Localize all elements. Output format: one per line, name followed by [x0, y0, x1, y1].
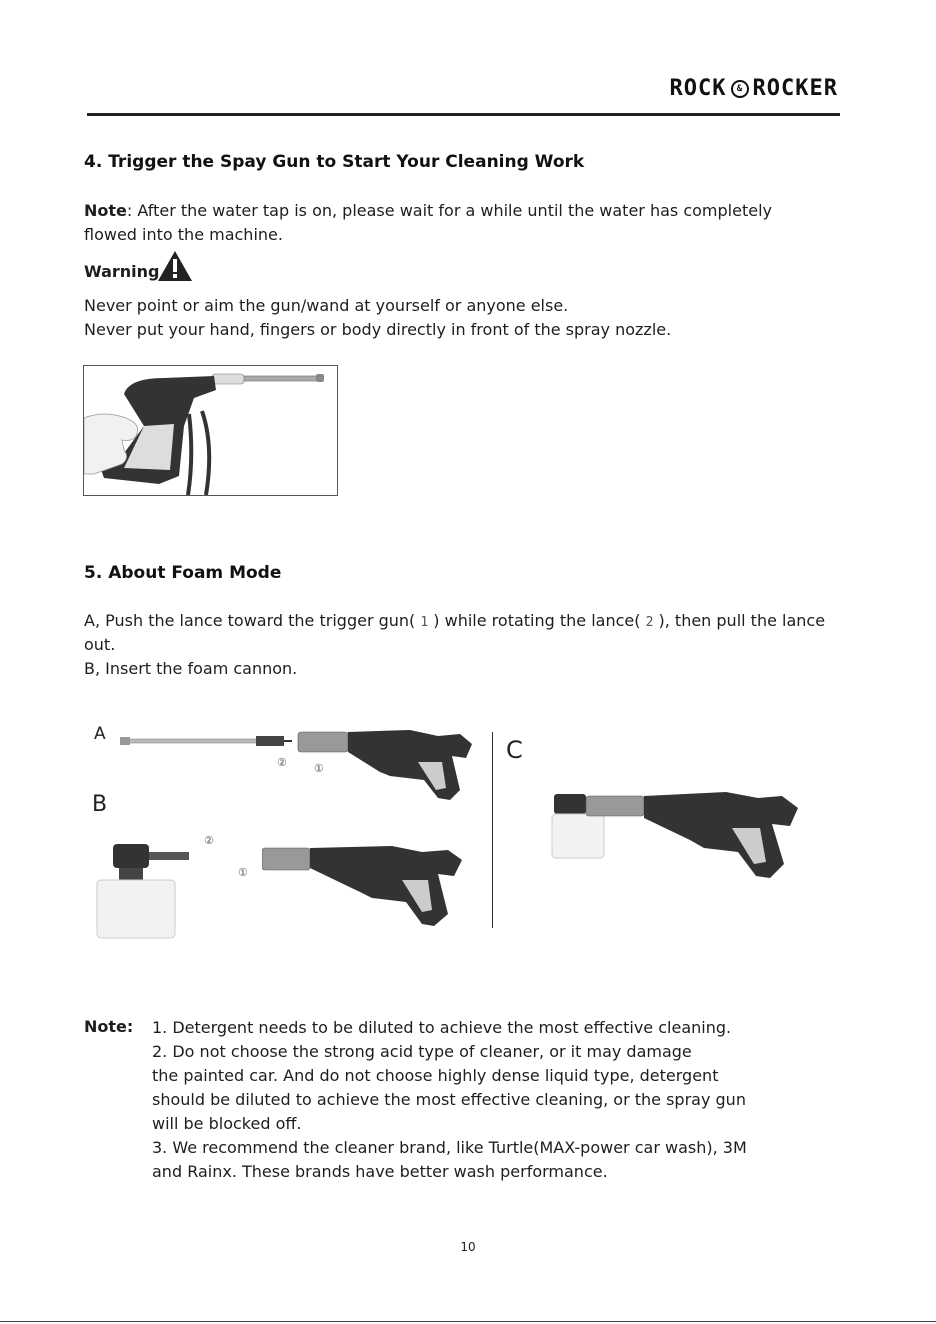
trigger-gun-illustration — [262, 840, 482, 930]
notes-list — [152, 1016, 776, 1184]
step-a-part1: A, Push the lance toward the trigger gun( — [84, 611, 416, 630]
step-a-num2: 2 — [645, 615, 654, 630]
step-a-part3: ), then pull the lance — [658, 611, 826, 630]
figure-a-step1: ① — [314, 762, 324, 775]
note-text: : After the water tap is on, please wait for a while until the water has completely — [126, 201, 772, 220]
page-number: 10 — [460, 1240, 476, 1254]
figure-divider — [492, 732, 493, 928]
note-text-cont: flowed into the machine. — [84, 225, 283, 244]
footer-rule — [0, 1321, 936, 1322]
logo-right: ROCKER — [752, 76, 838, 101]
hand-gun-figure — [83, 365, 338, 496]
step-b-line: B, Insert the foam cannon. — [84, 659, 298, 678]
note-item-3-line-2: and Rainx. These brands have better wash performance. — [152, 1162, 608, 1181]
figure-b-step2: ② — [204, 834, 214, 847]
section5-title: 5. About Foam Mode — [84, 563, 282, 583]
note-item-2-line-1: 2. Do not choose the strong acid type of cleaner, or it may damage — [152, 1042, 692, 1061]
warning-triangle-icon — [157, 250, 193, 282]
note-item-1: 1. Detergent needs to be diluted to achieve the most effective cleaning. — [152, 1018, 732, 1037]
step-a-num1: 1 — [420, 615, 429, 630]
assembled-foam-gun-illustration — [536, 780, 806, 890]
notes-label: Note: — [84, 1017, 134, 1036]
warning-line-2: Never put your hand, fingers or body directly in front of the spray nozzle. — [84, 320, 672, 339]
logo-amp: & — [731, 80, 749, 98]
figure-label-a: A — [94, 724, 106, 744]
header-rule — [87, 113, 840, 116]
note-label: Note — [84, 201, 127, 220]
warning-label: Warning — [84, 262, 160, 281]
figure-b-step1: ① — [238, 866, 248, 879]
warning-line-1: Never point or aim the gun/wand at yourself or anyone else. — [84, 296, 569, 315]
figure-label-c: C — [506, 736, 523, 764]
figure-a-step2: ② — [277, 756, 287, 769]
step-a-line — [84, 609, 854, 635]
section4-title: 4. Trigger the Spay Gun to Start Your Cleaning Work — [84, 152, 585, 172]
step-a-part2: ) while rotating the lance( — [433, 611, 641, 630]
note-item-3-line-1: 3. We recommend the cleaner brand, like Turtle(MAX-power car wash), 3M — [152, 1138, 747, 1157]
note-item-2-line-2: the painted car. And do not choose highly dense liquid type, detergent — [152, 1066, 719, 1085]
figure-label-b: B — [92, 792, 108, 817]
note-item-2-line-4: will be blocked off. — [152, 1114, 302, 1133]
foam-cannon-illustration — [95, 838, 205, 942]
step-a-cont: out. — [84, 635, 116, 654]
lance-removal-illustration — [120, 728, 482, 812]
hand-holding-gun-illustration — [84, 366, 337, 495]
note-item-2-line-3: should be diluted to achieve the most effective cleaning, or the spray gun — [152, 1090, 746, 1109]
warning-heading — [84, 250, 193, 284]
logo-left: ROCK — [669, 76, 727, 101]
brand-logo — [670, 76, 838, 101]
section4-note — [84, 199, 844, 223]
